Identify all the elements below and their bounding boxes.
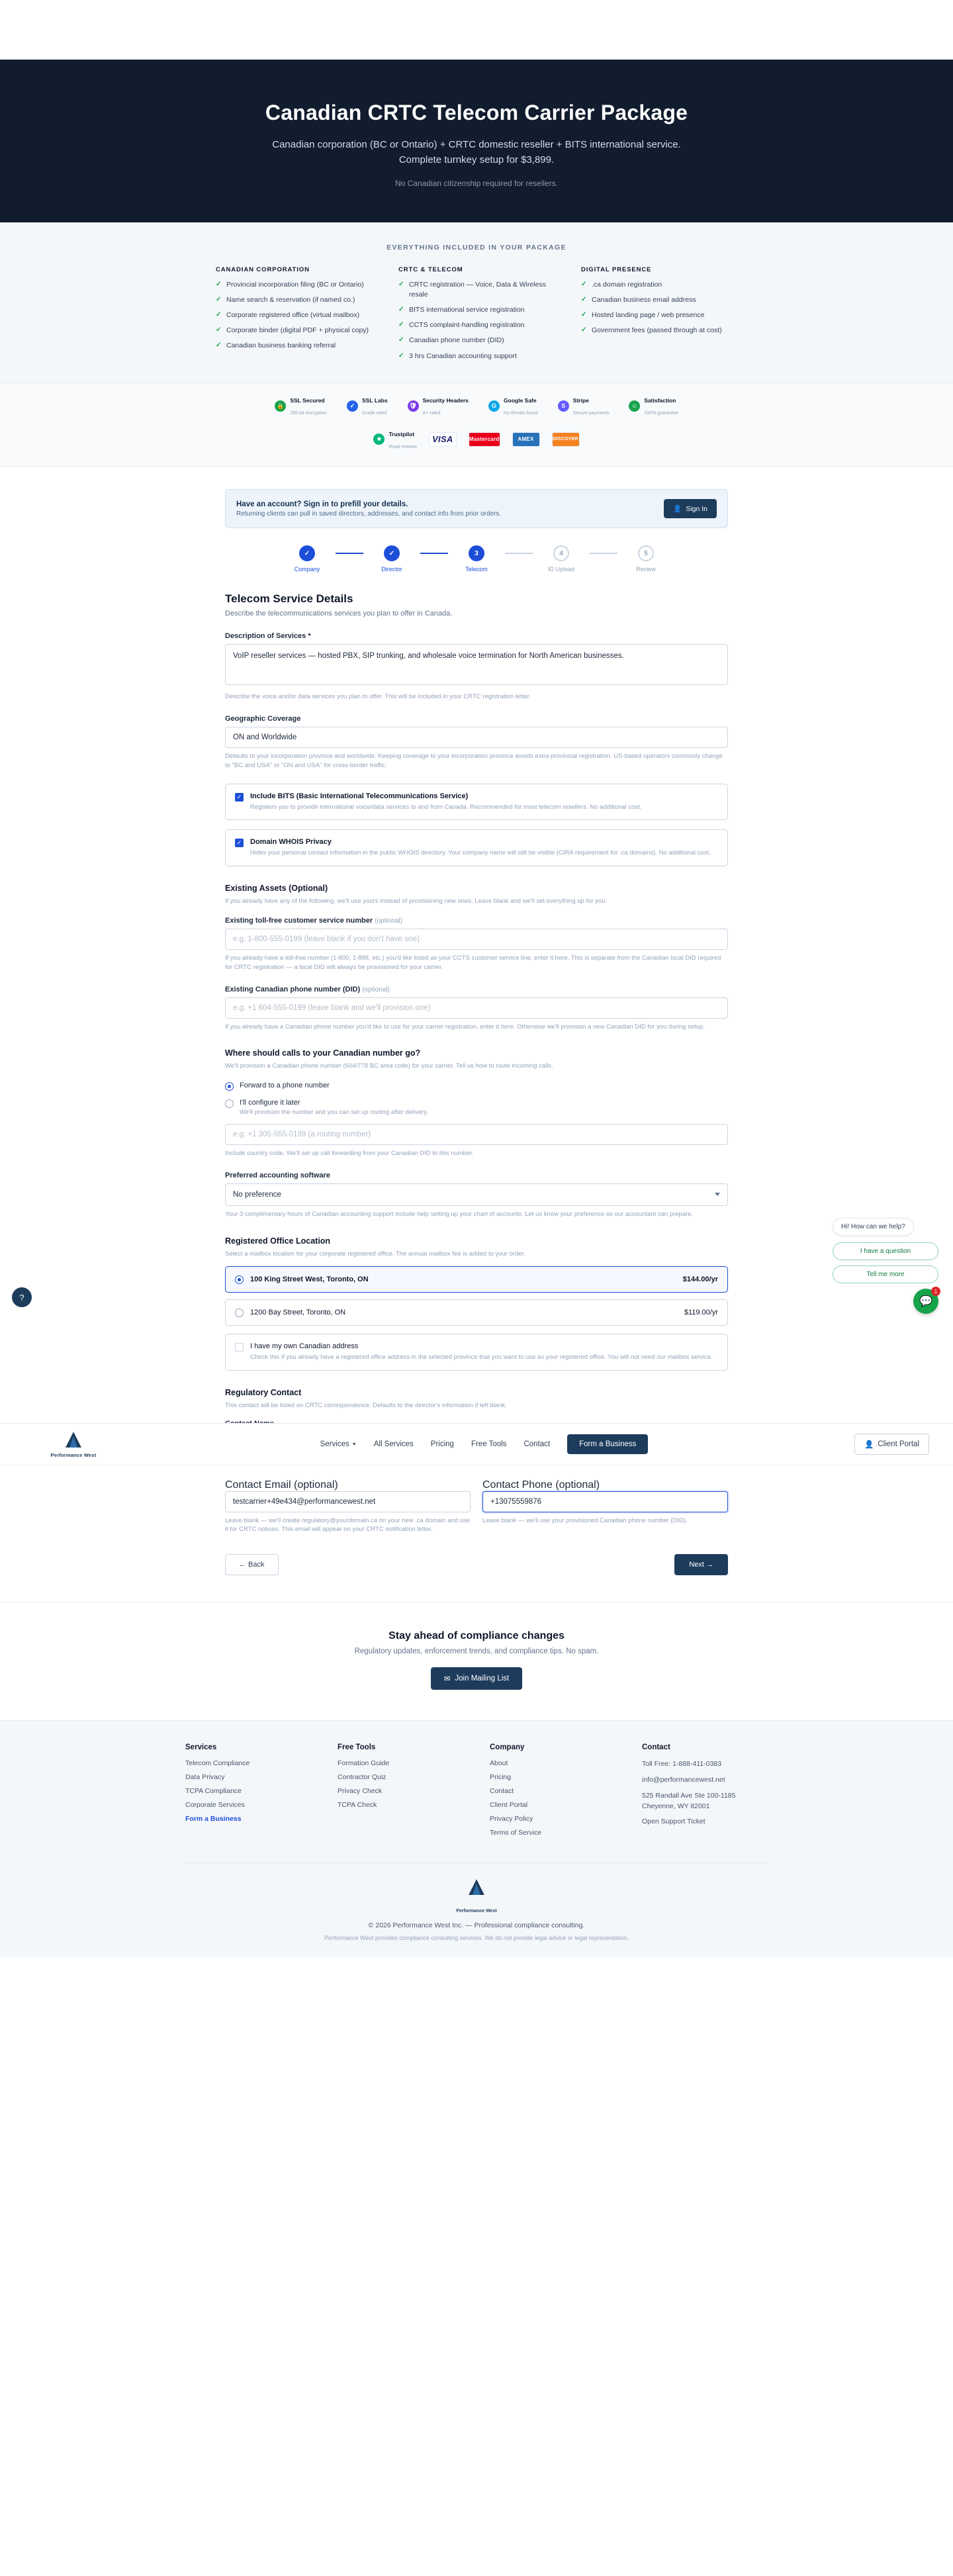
included-column-digital <box>581 266 737 367</box>
field-contact-phone <box>482 1479 728 1535</box>
contact-phone-help: Leave blank — we'll use your provisioned Canadian phone number (DID). <box>482 1516 688 1524</box>
checkbox-card-own-address[interactable] <box>225 1334 728 1371</box>
office-price: $144.00/yr <box>682 1275 718 1284</box>
badge-title: Google Safe <box>504 396 537 404</box>
step-label: Director <box>381 566 402 573</box>
trust-badge-row <box>26 394 927 418</box>
routing-number-input[interactable] <box>225 1124 728 1145</box>
did-help: If you already have a Canadian phone number you'd like to use for your carrier registration, enter it here. Otherwise we'll provision a new Canadian DID for you during setup. <box>225 1023 705 1031</box>
office-option-100-king[interactable] <box>225 1266 728 1293</box>
badge-title: Stripe <box>572 396 589 404</box>
description-textarea[interactable] <box>225 644 728 685</box>
chat-fab-button[interactable] <box>913 1289 938 1314</box>
step-director[interactable] <box>363 545 420 573</box>
brand-logo[interactable] <box>24 1430 123 1458</box>
routing-number-help: Include country code. We'll set up call forwarding from your Canadian DID to this number. <box>225 1150 474 1158</box>
footer-link[interactable]: Contact <box>490 1787 514 1796</box>
list-item: ✓ Canadian business banking referral <box>216 341 372 351</box>
footer-column-services <box>185 1743 311 1843</box>
tollfree-optional: (optional) <box>375 917 402 925</box>
next-button[interactable]: Next → <box>674 1554 728 1575</box>
field-geographic-coverage <box>225 715 728 770</box>
field-accounting-software <box>225 1172 728 1219</box>
field-contact-email <box>225 1479 471 1535</box>
field-routing-number <box>225 1124 728 1158</box>
accounting-label: Preferred accounting software <box>225 1171 330 1179</box>
existing-assets-help: If you already have any of the following, we'll use yours instead of provisioning new ones. Leave blank and we'll set everything up for you. <box>225 897 608 905</box>
visa-logo: VISA <box>429 432 457 447</box>
routing-help: We'll provision a Canadian phone number (604/778 BC area code) for your carrier. Tell us how to route incoming calls. <box>225 1062 553 1070</box>
badge-satisfaction <box>629 394 678 418</box>
radio-button[interactable] <box>225 1082 234 1091</box>
checkbox-card-whois[interactable] <box>225 829 728 866</box>
nav-label: Free Tools <box>471 1440 507 1448</box>
footer-link[interactable]: Data Privacy <box>185 1773 225 1782</box>
radio-button[interactable] <box>235 1309 244 1317</box>
step-label: Review <box>636 566 656 573</box>
client-portal-button[interactable] <box>854 1434 929 1455</box>
footer-copyright: © 2026 Performance West Inc. — Professional compliance consulting. <box>368 1921 585 1930</box>
footer-link[interactable]: TCPA Compliance <box>185 1787 242 1796</box>
badge-ssl-secured <box>275 394 327 418</box>
step-label: Telecom <box>465 566 488 573</box>
step-connector <box>336 553 363 554</box>
footer-column-company <box>490 1743 615 1843</box>
smile-icon: ☺ <box>629 400 640 412</box>
contact-email-label <box>225 1479 338 1491</box>
list-item: ✓ Name search & reservation (if named co.) <box>216 295 372 305</box>
step-dot: 4 <box>553 545 569 561</box>
step-dot: ✓ <box>299 545 315 561</box>
column-title: CRTC & TELECOM <box>398 265 463 273</box>
whois-help: Hides your personal contact information in the public WHOIS directory. Your company name will still be visible (CIRA requirement for .ca domains). No additional cost. <box>250 849 711 857</box>
footer-email: info@performancewest.net <box>642 1775 725 1784</box>
included-column-telecom <box>398 266 555 367</box>
office-heading: Registered Office Location <box>225 1236 331 1246</box>
brand-name: Performance West <box>50 1452 97 1458</box>
signin-title: Have an account? Sign in to prefill your details. <box>236 500 408 508</box>
footer-link[interactable]: Corporate Services <box>185 1801 245 1810</box>
footer-column-contact <box>642 1743 768 1843</box>
contact-phone-label <box>482 1479 600 1491</box>
checkbox-card-bits[interactable] <box>225 784 728 821</box>
own-address-checkbox[interactable] <box>235 1343 244 1352</box>
footer-link[interactable]: About <box>490 1759 508 1768</box>
nav-item-free-tools[interactable] <box>471 1440 506 1448</box>
footer-brand-name: Performance West <box>456 1909 497 1914</box>
list-item: ✓ CRTC registration — Voice, Data & Wireless resale <box>398 280 555 300</box>
bits-label: Include BITS (Basic International Telecommunications Service) <box>250 792 469 800</box>
footer-link[interactable]: Client Portal <box>490 1801 528 1810</box>
nav-links <box>123 1434 845 1454</box>
step-telecom[interactable] <box>448 545 505 573</box>
badge-subtitle: Read reviews <box>388 444 417 449</box>
sign-in-button[interactable] <box>664 499 717 518</box>
mastercard-logo: Mastercard <box>469 432 500 447</box>
office-name: 1200 Bay Street, Toronto, ON <box>250 1309 346 1317</box>
amex-logo: AMEX <box>512 432 540 447</box>
accounting-help: Your 3 complimentary hours of Canadian accounting support include help setting up your chart of accounts. Let us know your preference so our accountant can prepare. <box>225 1210 694 1218</box>
nav-label: Services <box>320 1440 349 1448</box>
trustpilot-icon: ★ <box>373 434 385 445</box>
badge-subtitle: Grade rated <box>361 411 387 416</box>
list-item: ✓ Government fees (passed through at cost) <box>581 326 737 336</box>
badge-google-safe <box>488 394 538 418</box>
footer-link[interactable]: Terms of Service <box>490 1829 542 1837</box>
geographic-input[interactable] <box>225 727 728 748</box>
discover-logo: DISCOVER <box>552 432 580 447</box>
chat-quick-reply-question[interactable]: I have a question <box>833 1242 938 1260</box>
column-title: CANADIAN CORPORATION <box>216 265 310 273</box>
step-dot: 5 <box>638 545 654 561</box>
footer-link[interactable]: Privacy Check <box>338 1787 383 1796</box>
geographic-help: Defaults to your incorporation province and worldwide. Keeping coverage to your incorporation province avoids extra provincial registration. US-based operators commonly change to "BC and USA" or "ON and USA" for cross-border traffic. <box>225 753 723 769</box>
radio-configure-later[interactable] <box>225 1095 728 1117</box>
contact-email-optional: (optional) <box>294 1479 338 1491</box>
office-name: 100 King Street West, Toronto, ON <box>250 1275 369 1284</box>
hero-section <box>0 60 953 222</box>
included-column-corporation <box>216 266 372 367</box>
footer-link[interactable]: Contractor Quiz <box>338 1773 386 1782</box>
step-connector <box>420 553 448 554</box>
list-item: ✓ Hosted landing page / web presence <box>581 310 737 320</box>
bits-help: Registers you to provide international voice/data services to and from Canada. Recommended for most telecom resellers. No additional cost. <box>250 803 642 811</box>
existing-assets-heading: Existing Assets (Optional) <box>225 884 328 894</box>
badge-trustpilot <box>373 428 416 452</box>
main-navbar <box>0 1423 953 1465</box>
badge-ssl-labs <box>347 394 388 418</box>
step-id-upload[interactable] <box>533 545 590 573</box>
whois-label: Domain WHOIS Privacy <box>250 838 332 847</box>
hero-note: No Canadian citizenship required for resellers. <box>394 178 559 188</box>
list-item: ✓ Canadian phone number (DID) <box>398 336 555 345</box>
chat-quick-reply-tell-me-more[interactable]: Tell me more <box>833 1265 938 1283</box>
list-item: ✓ Canadian business email address <box>581 295 737 305</box>
contact-email-phone-row <box>225 1479 728 1535</box>
footer-column-title: Services <box>185 1743 217 1752</box>
tollfree-label-text: Existing toll-free customer service number <box>225 916 373 925</box>
radio-button[interactable] <box>235 1275 244 1284</box>
hero-subtitle: Canadian corporation (BC or Ontario) + CRTC domestic reseller + BITS international service. Complete turnkey setup for $3,899. <box>272 139 681 166</box>
badge-title: Trustpilot <box>388 430 415 437</box>
contact-email-label-text: Contact Email <box>225 1479 291 1491</box>
page-root <box>0 60 953 1957</box>
list-item: ✓ .ca domain registration <box>581 280 737 290</box>
chevron-down-icon: ▼ <box>351 1442 357 1447</box>
stripe-icon: S <box>558 400 569 412</box>
mailing-title: Stay ahead of compliance changes <box>388 1630 565 1642</box>
tollfree-label <box>225 917 728 925</box>
badge-subtitle: 100% guarantee <box>644 411 678 416</box>
logo-icon <box>465 1878 488 1898</box>
footer-support-ticket-link[interactable]: Open Support Ticket <box>642 1817 705 1825</box>
footer-disclaimer: Performance West provides compliance consulting services. We do not provide legal advice or legal representation. <box>324 1935 629 1942</box>
nav-label: All Services <box>373 1440 414 1448</box>
signin-banner <box>225 489 728 528</box>
progress-stepper <box>225 545 728 573</box>
footer-column-title: Contact <box>642 1743 670 1752</box>
included-columns <box>212 266 741 367</box>
office-price: $119.00/yr <box>684 1309 718 1317</box>
chat-greeting: Hi! How can we help? <box>833 1218 914 1236</box>
bits-checkbox[interactable]: ✓ <box>235 793 244 802</box>
badge-title: Satisfaction <box>644 396 676 404</box>
logo-icon <box>62 1430 85 1450</box>
client-portal-label: Client Portal <box>878 1440 919 1448</box>
field-existing-did <box>225 986 728 1032</box>
list-item: ✓ Corporate registered office (virtual mailbox) <box>216 310 372 320</box>
payment-logos-row <box>26 428 927 452</box>
google-icon: G <box>488 400 500 412</box>
step-label: ID Upload <box>547 566 575 573</box>
footer-link-form-a-business[interactable]: Form a Business <box>185 1815 242 1823</box>
mailing-subtitle: Regulatory updates, enforcement trends, and compliance tips. No spam. <box>354 1647 599 1656</box>
radio-label: I'll configure it later <box>240 1099 300 1107</box>
radio-button[interactable] <box>225 1099 234 1108</box>
user-icon: 👤 <box>864 1441 874 1449</box>
footer-link[interactable]: Telecom Compliance <box>185 1759 250 1768</box>
badge-subtitle: 256-bit encryption <box>290 411 327 416</box>
form-subtitle: Describe the telecommunications services you plan to offer in Canada. <box>225 610 453 618</box>
included-section <box>0 222 953 383</box>
contact-email-help: Leave blank — we'll create regulatory@yourdomain.ca on your new .ca domain and use it for CRTC notices. This email will appear on your CRTC notification letter. <box>225 1516 471 1534</box>
nav-item-services[interactable] <box>320 1440 357 1448</box>
lock-icon: 🔒 <box>275 400 286 412</box>
footer-column-title: Free Tools <box>338 1743 376 1752</box>
list-item: ✓ Corporate binder (digital PDF + physical copy) <box>216 326 372 336</box>
footer-link[interactable]: Pricing <box>490 1773 512 1782</box>
geographic-label: Geographic Coverage <box>225 715 301 723</box>
did-optional: (optional) <box>362 986 390 993</box>
own-address-label: I have my own Canadian address <box>250 1342 359 1351</box>
footer-link[interactable]: Formation Guide <box>338 1759 390 1768</box>
back-button[interactable]: ← Back <box>225 1554 279 1575</box>
footer-link[interactable]: TCPA Check <box>338 1801 377 1810</box>
list-item: ✓ BITS international service registration <box>398 305 555 315</box>
step-dot: 3 <box>469 545 484 561</box>
field-tollfree <box>225 917 728 972</box>
footer-bottom <box>185 1863 768 1941</box>
shield-icon: 🛡 <box>408 400 419 412</box>
sign-in-label: Sign In <box>686 504 707 513</box>
radio-label: Forward to a phone number <box>240 1081 330 1090</box>
contact-phone-optional: (optional) <box>555 1479 600 1491</box>
regulatory-help: This contact will be listed on CRTC correspondence. Defaults to the director's information if left blank. <box>225 1402 507 1410</box>
office-option-1200-bay[interactable] <box>225 1299 728 1326</box>
step-dot: ✓ <box>384 545 400 561</box>
badge-title: SSL Labs <box>361 396 388 404</box>
check-icon: ✓ <box>347 400 358 412</box>
own-address-help: Check this if you already have a registered office address in the selected province that you want to use as your registered office. You will not need our mailbox service. <box>250 1354 713 1361</box>
badge-subtitle: A+ rated <box>422 411 441 416</box>
form-navigation <box>225 1554 728 1575</box>
did-label <box>225 986 728 993</box>
list-item: ✓ CCTS complaint-handling registration <box>398 320 555 330</box>
step-connector <box>505 553 533 554</box>
column-title: DIGITAL PRESENCE <box>581 265 652 273</box>
step-review[interactable] <box>617 545 674 573</box>
envelope-icon: ✉ <box>443 1675 451 1684</box>
nav-label: Pricing <box>430 1440 454 1448</box>
step-connector <box>590 553 617 554</box>
nav-form-a-business-button[interactable]: Form a Business <box>567 1434 648 1454</box>
badge-stripe <box>558 394 609 418</box>
list-item: ✓ 3 hrs Canadian accounting support <box>398 351 555 361</box>
page-title: Canadian CRTC Telecom Carrier Package <box>265 101 688 124</box>
nav-item-pricing[interactable] <box>431 1440 454 1448</box>
step-company[interactable] <box>279 545 336 573</box>
footer-column-free-tools <box>338 1743 463 1843</box>
did-label-text: Existing Canadian phone number (DID) <box>225 985 361 993</box>
chat-widget <box>833 1218 938 1314</box>
footer <box>0 1720 953 1957</box>
footer-column-title: Company <box>490 1743 525 1752</box>
office-help: Select a mailbox location for your corporate registered office. The annual mailbox fee is added to your order. <box>225 1250 525 1258</box>
whois-checkbox[interactable]: ✓ <box>235 839 244 847</box>
mailing-list-section <box>0 1602 953 1720</box>
included-heading: EVERYTHING INCLUDED IN YOUR PACKAGE <box>386 243 567 252</box>
accounting-select[interactable] <box>225 1183 728 1206</box>
form-title: Telecom Service Details <box>225 592 353 606</box>
chat-unread-badge: 1 <box>931 1287 940 1296</box>
routing-heading: Where should calls to your Canadian number go? <box>225 1048 421 1058</box>
badge-subtitle: Secure payments <box>572 411 610 416</box>
trust-badges-section <box>0 383 953 467</box>
description-label: Description of Services * <box>225 632 311 641</box>
tollfree-input[interactable] <box>225 929 728 950</box>
footer-address-line2: Cheyenne, WY 82001 <box>642 1802 710 1811</box>
join-mailing-list-label: Join Mailing List <box>455 1675 510 1683</box>
signin-subtitle: Returning clients can pull in saved directors, addresses, and contact info from prior orders. <box>236 510 502 518</box>
contact-phone-label-text: Contact Phone <box>482 1479 553 1491</box>
help-fab-button[interactable] <box>12 1287 32 1307</box>
did-input[interactable] <box>225 997 728 1019</box>
footer-phone: Toll Free: 1-888-411-0383 <box>642 1760 722 1769</box>
badge-title: SSL Secured <box>290 396 325 404</box>
user-icon: 👤 <box>673 505 682 514</box>
radio-help: We'll provision the number and you can set up routing after delivery. <box>240 1109 429 1117</box>
regulatory-heading: Regulatory Contact <box>225 1388 302 1398</box>
tollfree-help: If you already have a toll-free number (1-800, 1-888, etc.) you'd like listed as your CCTS customer service line, enter it here. This is separate from the Canadian local DID required for CRTC registration — a local DID will always be provisioned for your carrier. <box>225 954 721 971</box>
nav-item-all-services[interactable] <box>374 1440 414 1448</box>
list-item: ✓ Provincial incorporation filing (BC or Ontario) <box>216 280 372 290</box>
join-mailing-list-button[interactable] <box>431 1667 522 1690</box>
chat-bubble-icon: 💬 <box>919 1296 932 1307</box>
nav-item-contact[interactable] <box>523 1440 550 1448</box>
badge-subtitle: No threats found <box>504 411 538 416</box>
badge-security-headers <box>408 394 469 418</box>
question-mark-icon: ? <box>19 1292 24 1303</box>
footer-link[interactable]: Privacy Policy <box>490 1815 533 1823</box>
description-help: Describe the voice and/or data services you plan to offer. This will be included in your CRTC registration letter. <box>225 693 531 701</box>
contact-email-input[interactable] <box>225 1491 471 1512</box>
contact-phone-input[interactable] <box>482 1491 728 1512</box>
nav-label: Contact <box>523 1440 551 1448</box>
step-label: Company <box>294 566 320 573</box>
field-description <box>225 632 728 702</box>
footer-address-line1: 525 Randall Ave Ste 100-1185 <box>642 1791 736 1800</box>
radio-forward-to-number[interactable] <box>225 1078 728 1095</box>
badge-title: Security Headers <box>422 396 469 404</box>
